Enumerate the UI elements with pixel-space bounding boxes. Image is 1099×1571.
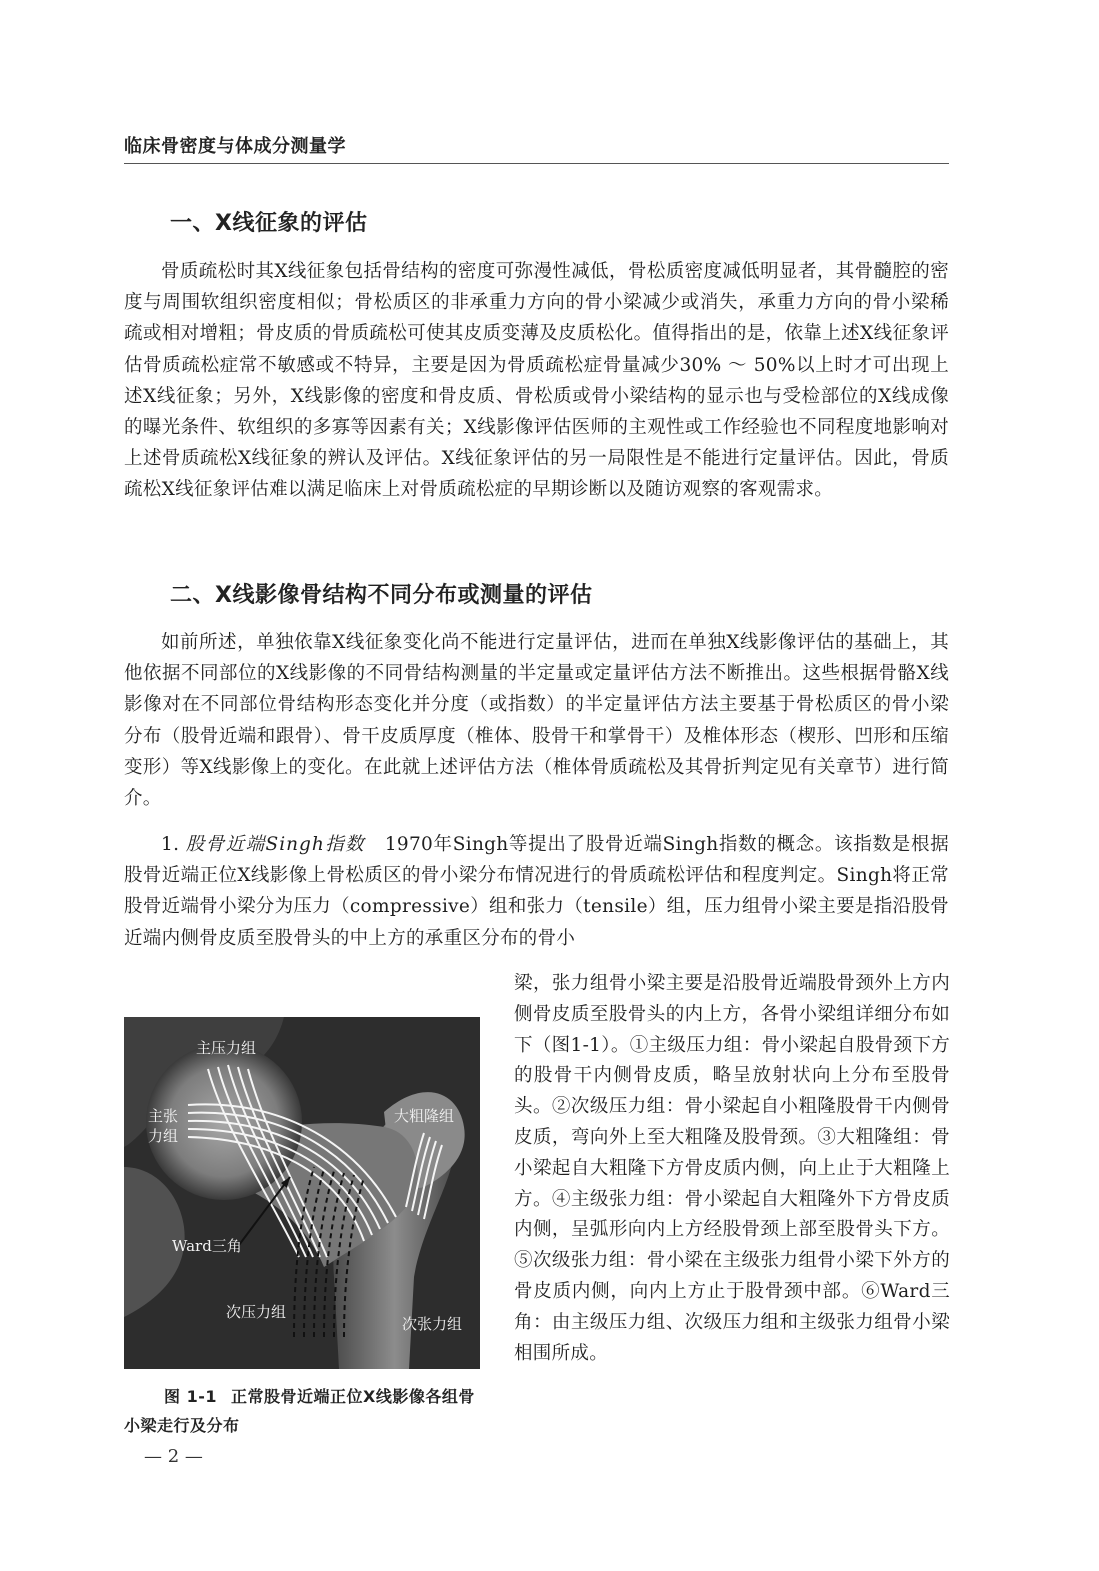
label-secondary-tensile: 次张力组 [402, 1315, 463, 1333]
page-number: — 2 — [144, 1446, 203, 1467]
subsection-label: 股骨近端Singh指数 [185, 834, 366, 855]
figure-caption [124, 1382, 484, 1440]
right-column-text: 梁，张力组骨小梁主要是沿股骨近端股骨颈外上方内侧骨皮质至股骨头的内上方，各骨小梁组详细分布如下（图1-1）。①主级压力组：骨小梁起自股骨颈下方的股骨干内侧骨皮质，略呈放射状向上分布至股骨头。②次级压力组：骨小梁起自小粗隆股骨干内侧骨皮质，弯向外上至大粗隆及股骨颈。③大粗隆组：骨小梁起自大粗隆下方骨皮质内侧，向上止于大粗隆上方。④主级张力组：骨小梁起自大粗隆外下方骨皮质内侧，呈弧形向内上方经股骨颈上部至股骨头下方。⑤次级张力组：骨小梁在主级张力组骨小梁下外方的骨皮质内侧，向内上方止于股骨颈中部。⑥Ward三角：由主级压力组、次级压力组和主级张力组骨小梁相围所成。 [514, 973, 950, 1364]
xray-image [124, 1017, 480, 1369]
caption-number: 图 1-1 [164, 1387, 217, 1406]
section-2-paragraph: 如前所述，单独依靠X线征象变化尚不能进行定量评估，进而在单独X线影像评估的基础上，其他依据不同部位的X线影像的不同骨结构测量的半定量或定量评估方法不断推出。这些根据骨骼X线影像对在不同部位骨结构形态变化并分度（或指数）的半定量评估方法主要基于骨松质区的骨小梁分布（股骨近端和跟骨）、骨干皮质厚度（椎体、股骨干和掌骨干）及椎体形态（楔形、凹形和压缩变形）等X线影像上的变化。在此就上述评估方法（椎体骨质疏松及其骨折判定见有关章节）进行简介。 [124, 632, 949, 810]
figure-xray [124, 1017, 480, 1369]
label-ward-triangle: Ward三角 [172, 1237, 242, 1255]
subsection-paragraph [124, 829, 949, 954]
section-heading-1: 一、X线征象的评估 [170, 211, 368, 236]
label-secondary-compressive: 次压力组 [226, 1303, 287, 1321]
section-heading-2: 二、X线影像骨结构不同分布或测量的评估 [170, 583, 593, 608]
label-greater-trochanter: 大粗隆组 [394, 1107, 455, 1125]
header-rule [124, 163, 949, 164]
running-head: 临床骨密度与体成分测量学 [124, 136, 346, 157]
label-main-compressive: 主压力组 [196, 1039, 257, 1057]
caption-text: 正常股骨近端正位X线影像各组骨小梁走行及分布 [124, 1387, 475, 1435]
subsection-text: 1970年Singh等提出了股骨近端Singh指数的概念。该指数是根据股骨近端正位X线影像上骨松质区的骨小梁分布情况进行的骨质疏松评估和程度判定。Singh将正常股骨近端骨小梁分为压力（compressive）组和张力（tensile）组，压力组骨小梁主要是指沿股骨近端内侧骨皮质至股骨头的中上方的承重区分布的骨小 [124, 834, 950, 949]
label-main-tensile-line1: 主张 [148, 1107, 179, 1125]
label-main-tensile-line2: 力组 [148, 1127, 179, 1145]
section-1-paragraph: 骨质疏松时其X线征象包括骨结构的密度可弥漫性减低，骨松质密度减低明显者，其骨髓腔的密度与周围软组织密度相似；骨松质区的非承重力方向的骨小梁减少或消失，承重力方向的骨小梁稀疏或相对增粗；骨皮质的骨质疏松可使其皮质变薄及皮质松化。值得指出的是，依靠上述X线征象评估骨质疏松症常不敏感或不特异，主要是因为骨质疏松症骨量减少30% ～ 50%以上时才可出现上述X线征象；另外，X线影像的密度和骨皮质、骨松质或骨小梁结构的显示也与受检部位的X线成像的曝光条件、软组织的多寡等因素有关；X线影像评估医师的主观性或工作经验也不同程度地影响对上述骨质疏松X线征象的辨认及评估。X线征象评估的另一局限性是不能进行定量评估。因此，骨质疏松X线征象评估难以满足临床上对骨质疏松症的早期诊断以及随访观察的客观需求。 [124, 261, 949, 501]
subsection-number: 1. [161, 834, 180, 855]
